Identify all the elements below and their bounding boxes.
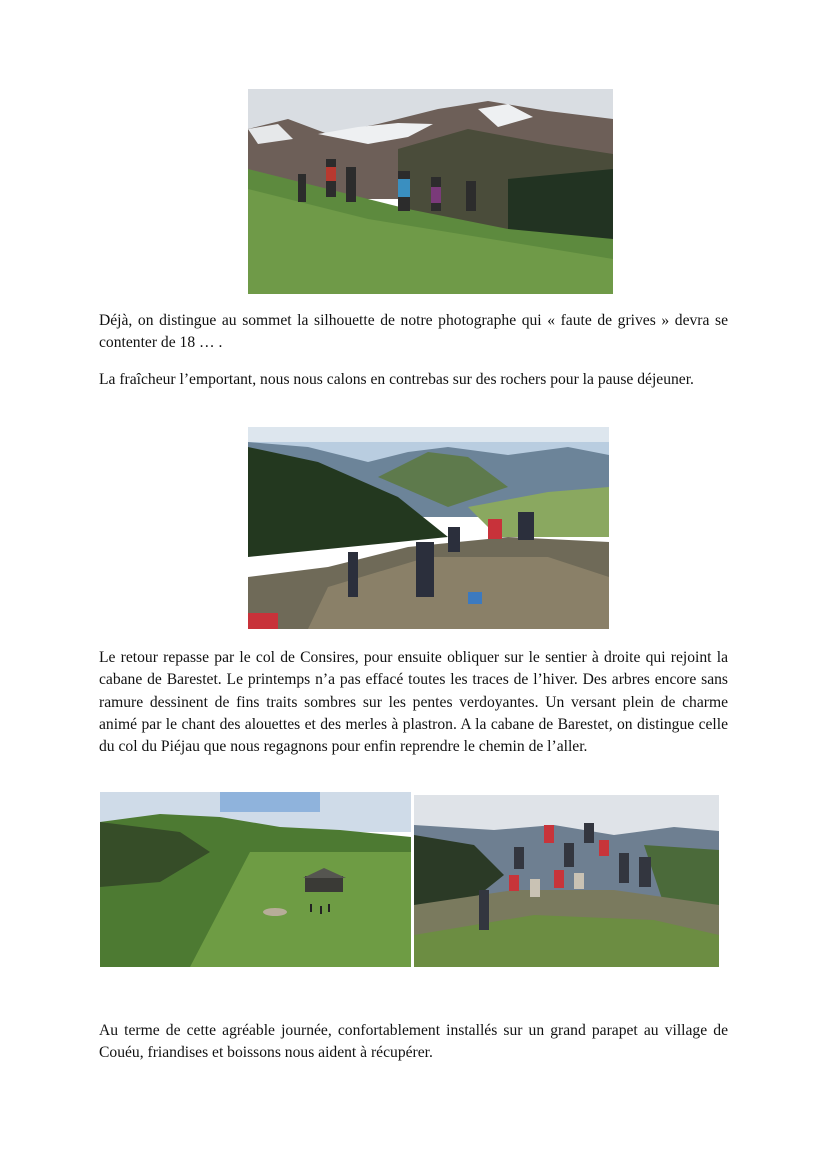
- photo-lunch-rocks: [248, 427, 609, 629]
- paragraph-lunch-break: La fraîcheur l’emportant, nous nous calons en contrebas sur des rochers pour la pause déjeuner.: [99, 371, 694, 388]
- photo-hikers-ridge: [248, 89, 613, 294]
- hikers-walking-on-ridge-icon: [248, 89, 613, 294]
- group-picnic-on-rocks-icon: [248, 427, 609, 629]
- mountain-cabin-meadow-icon: [100, 792, 411, 967]
- paragraph-return-route: Le retour repasse par le col de Consires, pour ensuite obliquer sur le sentier à droite qui rejoint la cabane de Barestet. Le printemps n’a pas effacé toutes les traces de l’hiver. Des arbres encore sans ramure dessinent de fins traits sombres sur les pentes verdoyantes. Un versant plein de charme animé par le chant des alouettes et des merles à plastron. A la cabane de Barestet, on distingue celle du col du Piéjau que nous regagnons pour enfin reprendre le chemin de l’aller.: [99, 649, 728, 756]
- photo-cabin-meadow: [100, 792, 411, 967]
- paragraph-end-of-day: Au terme de cette agréable journée, confortablement installés sur un grand parapet au village de Couéu, friandises et boissons nous aident à récupérer.: [99, 1022, 728, 1062]
- photo-group-portrait: [414, 795, 719, 967]
- group-portrait-icon: [414, 795, 719, 967]
- paragraph-photographer: Déjà, on distingue au sommet la silhouette de notre photographe qui « faute de grives » devra se contenter de 18 … .: [99, 312, 728, 352]
